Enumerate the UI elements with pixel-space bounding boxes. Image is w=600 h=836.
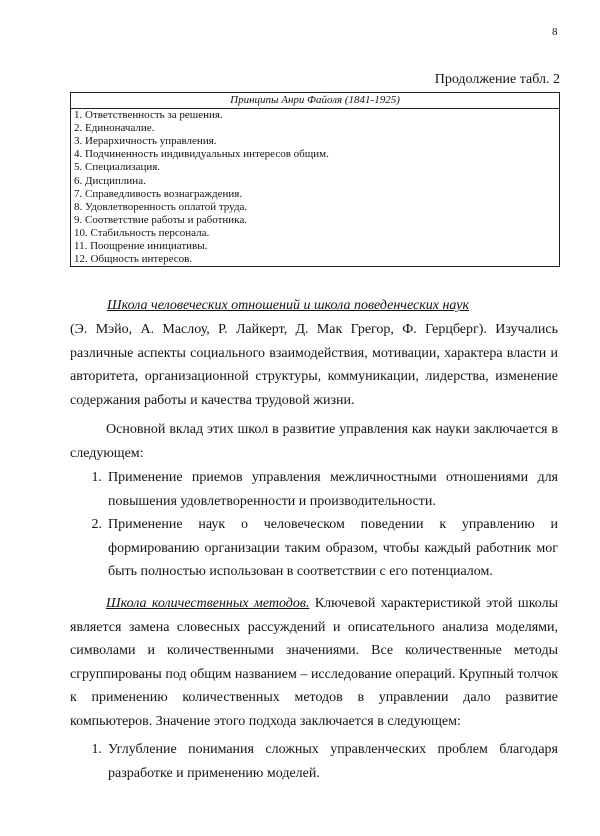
contribution-list (70, 466, 558, 584)
paragraph-human-relations: (Э. Мэйо, А. Маслоу, Р. Лайкерт, Д. Мак Грегор, Ф. Герцберг). Изучались различные аспекты социального взаимодействия, мотивации, характера власти и авторитета, организационной структуры, коммуникации, лидерства, изменение содержания работы и качества трудовой жизни. (70, 322, 558, 408)
paragraph-quantitative-methods (70, 592, 558, 733)
table-row: 8. Удовлетворенность оплатой труда. (74, 200, 248, 213)
list-item-number: 2. (91, 517, 102, 532)
table-row: 12. Общность интересов. (74, 253, 193, 266)
list-item-text: Применение приемов управления межличностными отношениями для повышения удовлетворенности и производительности. (108, 470, 558, 509)
table-row: 5. Специализация. (74, 161, 161, 174)
list-item (70, 513, 558, 584)
section-heading-quantitative: Школа количественных методов. (106, 596, 310, 611)
table-body (71, 109, 559, 266)
list-item (70, 466, 558, 513)
list-item-number: 1. (91, 742, 102, 757)
list-item-text: Применение наук о человеческом поведении к управлению и формированию организации таким образом, чтобы каждый работник мог быть полностью использован в соответствии с его потенциалом. (108, 517, 558, 579)
page-number: 8 (552, 26, 558, 38)
principles-table (70, 92, 560, 267)
table-row: 6. Дисциплина. (74, 174, 146, 187)
table-row: 11. Поощрение инициативы. (74, 240, 208, 253)
table-row: 7. Справедливость вознаграждения. (74, 187, 243, 200)
list-item-number: 1. (91, 470, 102, 485)
quantitative-list (70, 738, 558, 785)
list-item-text: Углубление понимания сложных управленческих проблем благодаря разработке и применению моделей. (108, 742, 558, 781)
paragraph-contribution-intro: Основной вклад этих школ в развитие управления как науки заключается в следующем: (70, 422, 558, 461)
table-row: 1. Ответственность за решения. (74, 109, 223, 122)
table-header: Принципы Анри Файоля (1841-1925) (71, 93, 559, 109)
list-item (70, 738, 558, 785)
table-row: 10. Стабильность персонала. (74, 226, 210, 239)
section-heading-human-relations: Школа человеческих отношений и школа поведенческих наук (107, 298, 470, 313)
table-row: 4. Подчиненность индивидуальных интересов общим. (74, 148, 329, 161)
table-caption: Продолжение табл. 2 (434, 72, 560, 87)
table-row: 3. Иерархичность управления. (74, 135, 217, 148)
table-row: 2. Единоначалие. (74, 122, 155, 135)
table-row: 9. Соответствие работы и работника. (74, 213, 247, 226)
quantitative-methods-text: Ключевой характеристикой этой школы является замена словесных рассуждений и описательного анализа моделями, символами и количественными значениями. Все количественные методы сгруппированы под общим названием – исследование операций. Крупный толчок к применению количественных методов в управлении дало развитие компьютеров. Значение этого подхода заключается в следующем: (70, 596, 558, 729)
